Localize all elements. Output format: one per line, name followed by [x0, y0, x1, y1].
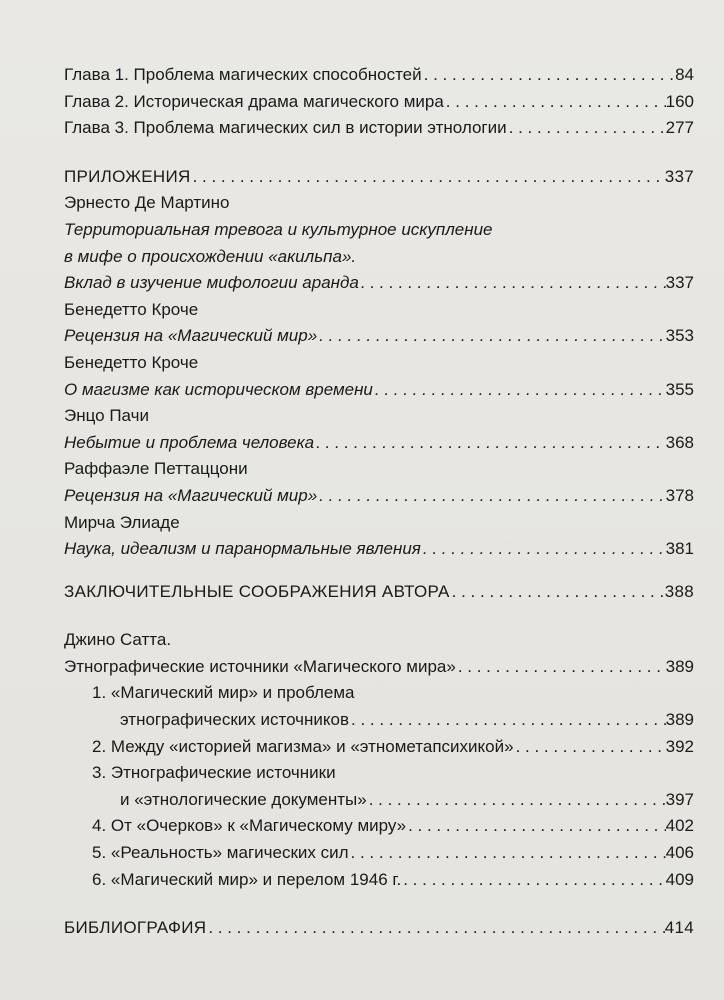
entry-author: Бенедетто Кроче — [64, 299, 199, 319]
toc-appendix-2 — [64, 323, 694, 350]
subentry-title: и «этнологические документы» — [120, 789, 367, 809]
toc-appendix-1 — [64, 270, 694, 297]
table-of-contents — [64, 62, 694, 942]
toc-chapter-3 — [64, 115, 694, 142]
toc-chapter-2 — [64, 89, 694, 116]
entry-title: О магизме как историческом времени — [64, 379, 373, 399]
toc-conclusions — [64, 579, 694, 606]
dot-leader — [314, 430, 666, 457]
dot-leader — [514, 734, 666, 761]
toc-satta-title — [64, 654, 694, 681]
toc-page-number: 381 — [665, 539, 694, 559]
toc-appendix-3 — [64, 377, 694, 404]
dot-leader — [406, 813, 666, 840]
entry-author: Эрнесто Де Мартино — [64, 193, 230, 213]
entry-title: Наука, идеализм и паранормальные явления — [64, 539, 421, 559]
dot-leader — [349, 707, 666, 734]
subentry-title: 2. Между «историей магизма» и «этнометапсихикой» — [92, 736, 514, 756]
toc-entry-title: Глава 1. Проблема магических способностей — [64, 65, 422, 84]
entry-title: в мифе о происхождении «акильпа». — [64, 246, 357, 266]
toc-page-number: 84 — [675, 65, 694, 84]
dot-leader — [456, 654, 666, 681]
entry-author: Энцо Пачи — [64, 406, 149, 426]
toc-page-number: 397 — [665, 789, 694, 809]
toc-appendix-4 — [64, 430, 694, 457]
toc-subentry-6 — [64, 867, 694, 894]
dot-leader — [507, 115, 666, 142]
toc-bibliography — [64, 915, 694, 942]
entry-title: Небытие и проблема человека — [64, 432, 315, 452]
toc-entry-title: Глава 2. Историческая драма магического мира — [64, 91, 444, 111]
toc-subentry-1 — [64, 707, 694, 734]
dot-leader — [317, 483, 665, 510]
toc-page-number: 353 — [665, 326, 694, 346]
toc-page-number: 409 — [665, 869, 694, 889]
toc-page-number: 277 — [665, 118, 694, 138]
dot-leader — [349, 840, 666, 867]
toc-page-number: 389 — [665, 656, 694, 676]
entry-author: Джино Сатта. — [64, 630, 172, 650]
dot-leader — [191, 164, 665, 191]
entry-title: Этнографические источники «Магического мира» — [64, 656, 456, 676]
toc-page-number: 355 — [665, 379, 694, 399]
toc-page-number: 406 — [665, 843, 694, 863]
toc-appendix-6 — [64, 536, 694, 563]
dot-leader — [421, 536, 666, 563]
subentry-line: 1. «Магический мир» и проблема — [92, 683, 355, 703]
dot-leader — [359, 270, 666, 297]
toc-chapter-1 — [64, 62, 694, 89]
dot-leader — [317, 323, 665, 350]
section-heading: ЗАКЛЮЧИТЕЛЬНЫЕ СООБРАЖЕНИЯ АВТОРА — [64, 581, 450, 601]
dot-leader — [367, 787, 666, 814]
subentry-title: этнографических источников — [120, 710, 350, 730]
entry-title: Рецензия на «Магический мир» — [64, 485, 318, 505]
dot-leader — [422, 62, 675, 89]
toc-page-number: 392 — [665, 736, 694, 756]
subentry-title: 4. От «Очерков» к «Магическому миру» — [92, 816, 407, 836]
entry-title: Территориальная тревога и культурное искупление — [64, 219, 493, 239]
toc-page-number: 402 — [665, 816, 694, 836]
toc-appendix-5 — [64, 483, 694, 510]
toc-page-number: 160 — [665, 91, 694, 111]
toc-subentry-4 — [64, 813, 694, 840]
entry-author: Бенедетто Кроче — [64, 352, 199, 372]
toc-subentry-2 — [64, 734, 694, 761]
toc-page-number: 389 — [665, 710, 694, 730]
subentry-line: 3. Этнографические источники — [92, 763, 336, 783]
entry-author: Раффаэле Петтаццони — [64, 459, 248, 479]
toc-appendices-heading — [64, 164, 694, 191]
toc-page-number: 414 — [664, 918, 694, 938]
dot-leader — [373, 377, 666, 404]
dot-leader — [206, 915, 664, 942]
dot-leader — [450, 579, 665, 606]
entry-title: Рецензия на «Магический мир» — [64, 326, 318, 346]
section-heading: БИБЛИОГРАФИЯ — [64, 918, 207, 938]
section-heading: ПРИЛОЖЕНИЯ — [64, 166, 191, 186]
subentry-title: 6. «Магический мир» и перелом 1946 г. — [92, 869, 402, 889]
dot-leader — [444, 89, 666, 116]
subentry-title: 5. «Реальность» магических сил — [92, 843, 349, 863]
toc-page-number: 368 — [665, 432, 694, 452]
entry-title: Вклад в изучение мифологии аранда — [64, 273, 359, 293]
dot-leader — [401, 867, 665, 894]
toc-subentry-3 — [64, 787, 694, 814]
toc-page-number: 378 — [665, 485, 694, 505]
toc-subentry-5 — [64, 840, 694, 867]
toc-page-number: 388 — [664, 581, 694, 601]
entry-author: Мирча Элиаде — [64, 512, 180, 532]
toc-page-number: 337 — [664, 166, 694, 186]
toc-page-number: 337 — [665, 273, 694, 293]
toc-entry-title: Глава 3. Проблема магических сил в истории этнологии — [64, 118, 507, 138]
